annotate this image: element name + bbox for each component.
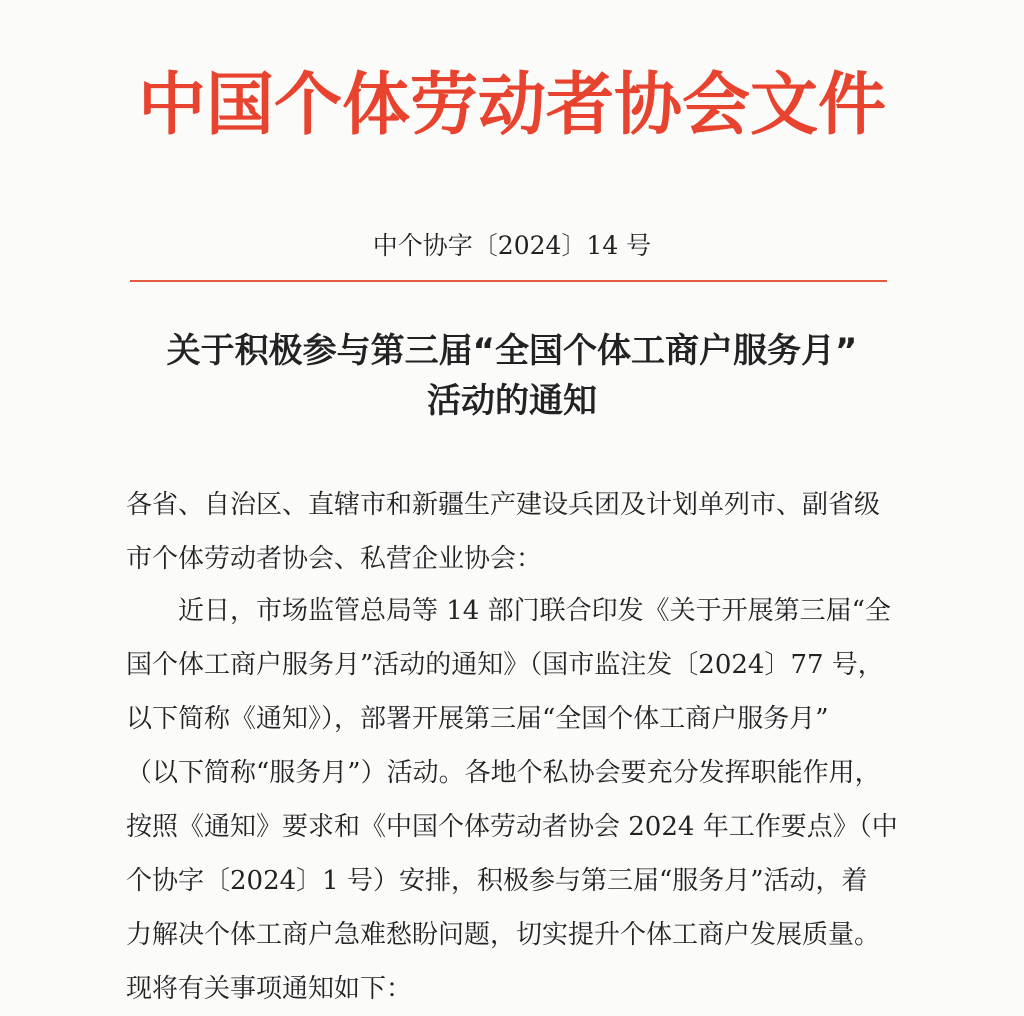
body-paragraph <box>126 584 896 1016</box>
body-line-7: 力解决个体工商户急难愁盼问题，切实提升个体工商户发展质量。 <box>126 920 881 950</box>
body-line-8: 现将有关事项通知如下： <box>126 974 413 1004</box>
body-line-6: 个协字〔2024〕1 号）安排，积极参与第三届“服务月”活动，着 <box>126 866 868 896</box>
addressee-paragraph <box>126 478 896 586</box>
issuer-header: 中国个体劳动者协会文件 <box>137 66 886 145</box>
body-line-3: 以下简称《通知》），部署开展第三届“全国个体工商户服务月” <box>126 704 829 734</box>
document-title <box>100 326 924 426</box>
addressee-line-2: 市个体劳动者协会、私营企业协会： <box>126 544 543 574</box>
body-line-5: 按照《通知》要求和《中国个体劳动者协会 2024 年工作要点》（中 <box>126 812 898 842</box>
title-line-1: 关于积极参与第三届“全国个体工商户服务月” <box>166 331 858 371</box>
addressee-line-1: 各省、自治区、直辖市和新疆生产建设兵团及计划单列市、副省级 <box>126 490 881 520</box>
document-number: 中个协字〔2024〕14 号 <box>372 231 652 260</box>
body-line-1: 近日，市场监管总局等 14 部门联合印发《关于开展第三届“全 <box>178 596 891 626</box>
red-divider-line <box>130 280 887 282</box>
body-line-4: （以下简称“服务月”）活动。各地个私协会要充分发挥职能作用， <box>126 758 881 788</box>
body-line-2: 国个体工商户服务月”活动的通知》（国市监注发〔2024〕77 号， <box>126 650 884 680</box>
title-line-2: 活动的通知 <box>427 381 597 421</box>
